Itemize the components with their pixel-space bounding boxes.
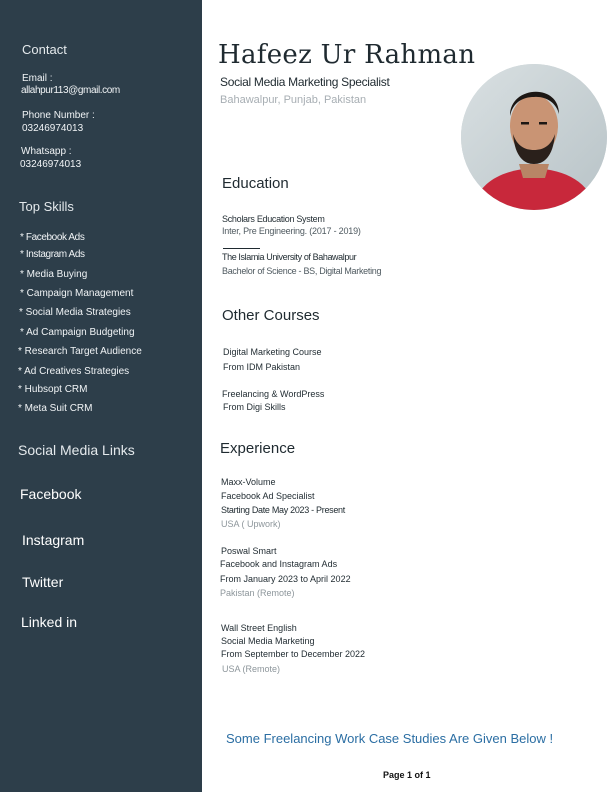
experience-location: USA ( Upwork) — [221, 519, 281, 529]
skill-item: * Ad Creatives Strategies — [18, 366, 130, 377]
skills-heading: Top Skills — [19, 199, 74, 214]
phone-value[interactable]: 03246974013 — [22, 123, 84, 134]
experience-dates: From September to December 2022 — [221, 649, 366, 659]
course-provider: From IDM Pakistan — [223, 362, 301, 372]
course-title: Freelancing & WordPress — [222, 389, 325, 399]
social-links-heading: Social Media Links — [18, 442, 135, 458]
experience-role: Social Media Marketing — [221, 636, 315, 646]
facebook-link[interactable]: Facebook — [20, 486, 82, 502]
candidate-role: Social Media Marketing Specialist — [220, 75, 390, 89]
education-detail: Inter, Pre Engineering. (2017 - 2019) — [222, 226, 361, 236]
experience-dates: Starting Date May 2023 - Present — [221, 505, 345, 515]
course-title: Digital Marketing Course — [223, 347, 322, 357]
profile-photo — [461, 64, 607, 210]
skill-item: * Instagram Ads — [20, 249, 85, 260]
education-school: The Islamia University of Bahawalpur — [222, 252, 357, 262]
linkedin-link[interactable]: Linked in — [21, 614, 78, 630]
experience-dates: From January 2023 to April 2022 — [220, 574, 351, 584]
experience-location: Pakistan (Remote) — [220, 588, 295, 598]
experience-heading: Experience — [220, 440, 296, 457]
sidebar — [0, 0, 202, 792]
courses-heading: Other Courses — [222, 307, 320, 324]
education-heading: Education — [222, 175, 289, 192]
email-value[interactable]: allahpur113@gmail.com — [21, 85, 120, 96]
candidate-name: Hafeez Ur Rahman — [218, 40, 476, 70]
education-school: Scholars Education System — [222, 214, 325, 224]
instagram-link[interactable]: Instagram — [22, 532, 85, 548]
skill-item: * Meta Suit CRM — [18, 403, 93, 414]
phone-label: Phone Number : — [22, 110, 95, 121]
case-studies-link[interactable]: Some Freelancing Work Case Studies Are Given Below ! — [226, 731, 554, 746]
experience-company: Poswal Smart — [221, 546, 277, 556]
twitter-link[interactable]: Twitter — [22, 574, 64, 590]
whatsapp-value[interactable]: 03246974013 — [20, 159, 82, 170]
skill-item: * Social Media Strategies — [19, 307, 131, 318]
page-number: Page 1 of 1 — [383, 770, 431, 780]
candidate-location: Bahawalpur, Punjab, Pakistan — [220, 94, 367, 106]
experience-location: USA (Remote) — [222, 664, 281, 674]
skill-item: * Ad Campaign Budgeting — [20, 327, 135, 338]
skill-item: * Research Target Audience — [18, 346, 142, 357]
whatsapp-label: Whatsapp : — [21, 146, 72, 157]
avatar-portrait-icon — [461, 64, 607, 210]
experience-company: Maxx-Volume — [221, 477, 276, 487]
email-label: Email : — [22, 73, 53, 84]
contact-heading: Contact — [22, 42, 67, 57]
skill-item: * Campaign Management — [20, 288, 134, 299]
education-divider — [223, 248, 260, 249]
education-detail: Bachelor of Science - BS, Digital Marketing — [222, 266, 382, 276]
skill-item: * Facebook Ads — [20, 232, 85, 243]
skill-item: * Hubsopt CRM — [18, 384, 88, 395]
skill-item: * Media Buying — [20, 269, 88, 280]
course-provider: From Digi Skills — [223, 402, 286, 412]
experience-role: Facebook and Instagram Ads — [220, 559, 338, 569]
experience-role: Facebook Ad Specialist — [221, 491, 315, 501]
experience-company: Wall Street English — [221, 623, 297, 633]
